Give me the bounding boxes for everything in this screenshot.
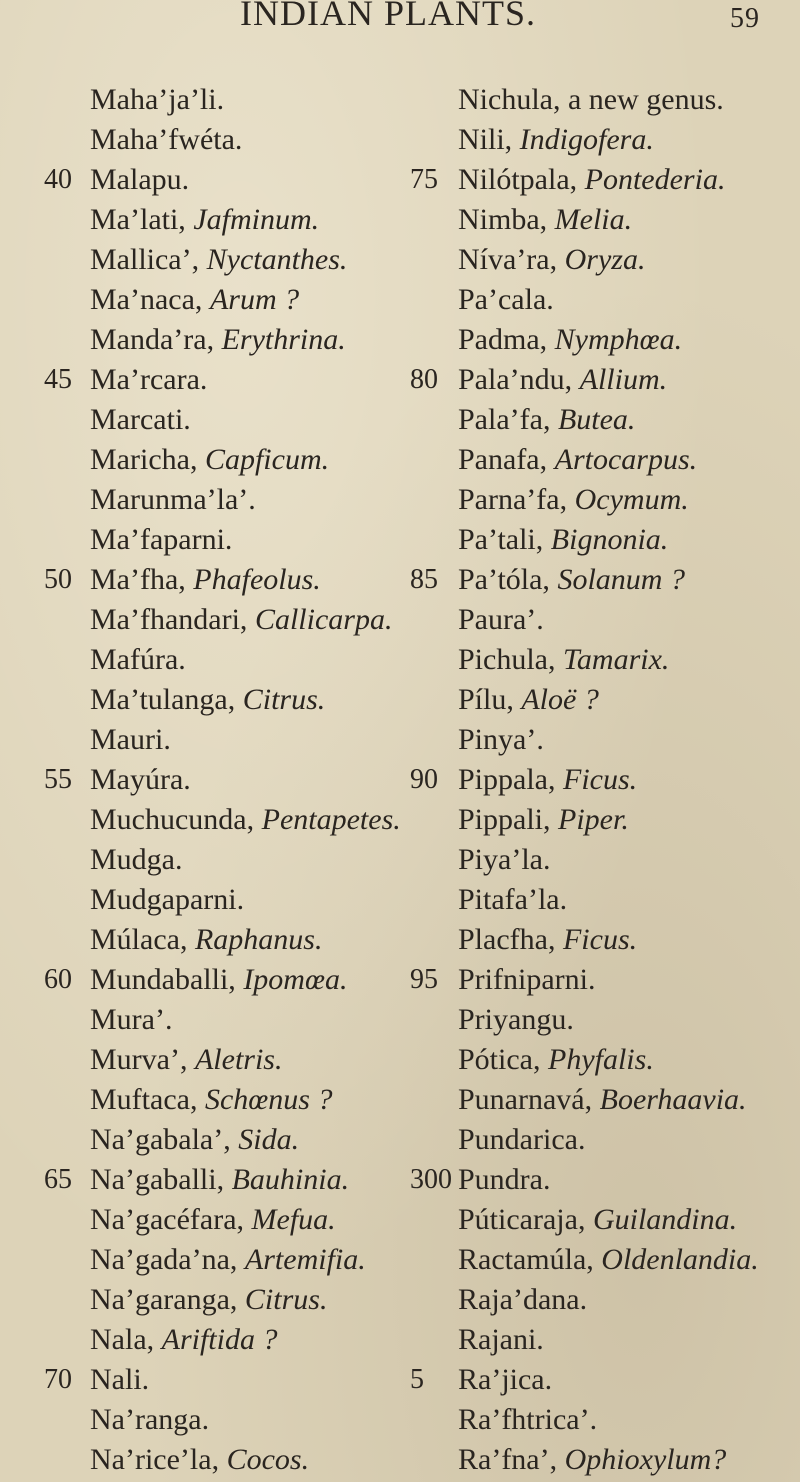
sanskrit-name: Nichula, a new genus.	[458, 83, 724, 116]
sanskrit-name: Pa’cala.	[458, 283, 554, 316]
plant-entry	[458, 1358, 552, 1402]
latin-genus: Ficus.	[562, 923, 638, 956]
line-number: 70	[44, 1364, 72, 1395]
latin-genus: Mefua.	[251, 1203, 336, 1236]
latin-genus: Solanum ?	[557, 563, 685, 596]
plant-entry	[458, 1238, 759, 1282]
sanskrit-name: Mundaballi,	[90, 963, 236, 996]
plant-entry	[90, 718, 171, 762]
plant-entry	[90, 478, 256, 522]
plant-entry	[90, 1158, 349, 1202]
sanskrit-name: Na’gabala’,	[90, 1123, 231, 1156]
sanskrit-name: Ma’rcara.	[90, 363, 208, 396]
sanskrit-name: Na’gaballi,	[90, 1163, 225, 1196]
latin-genus: Artemifia.	[244, 1243, 366, 1276]
plant-entry	[458, 598, 544, 642]
latin-genus: Jafminum.	[193, 203, 320, 236]
latin-genus: Guilandina.	[592, 1203, 738, 1236]
plant-entry	[90, 878, 244, 922]
sanskrit-name: Mudgaparni.	[90, 883, 245, 916]
latin-genus: Melia.	[554, 203, 633, 236]
plant-entry	[90, 1038, 282, 1082]
sanskrit-name: Púticaraja,	[458, 1203, 586, 1236]
sanskrit-name: Punarnavá,	[458, 1083, 593, 1116]
latin-genus: Tamarix.	[563, 643, 670, 676]
plant-entry	[90, 1398, 209, 1442]
plant-entry	[458, 758, 637, 802]
sanskrit-name: Parna’fa,	[458, 483, 568, 516]
sanskrit-name: Pichula,	[458, 643, 556, 676]
plant-entry	[458, 198, 632, 242]
plant-entry	[90, 1078, 332, 1122]
plant-entry	[458, 118, 654, 162]
sanskrit-name: Raja’dana.	[458, 1283, 588, 1316]
sanskrit-name: Mallica’,	[90, 243, 200, 276]
latin-genus: Callicarpa.	[254, 603, 393, 636]
sanskrit-name: Pippali,	[458, 803, 551, 836]
page-number: 59	[730, 3, 760, 34]
line-number: 80	[410, 364, 438, 395]
line-number: 65	[44, 1164, 72, 1195]
line-number: 60	[44, 964, 72, 995]
latin-genus: Indigofera.	[519, 123, 654, 156]
plant-entry	[90, 1198, 336, 1242]
plant-entry	[458, 238, 645, 282]
plant-entry	[90, 278, 299, 322]
sanskrit-name: Paura’.	[458, 603, 544, 636]
latin-genus: Arum ?	[209, 283, 300, 316]
latin-genus: Sida.	[238, 1123, 300, 1156]
latin-genus: Aloë ?	[521, 683, 599, 716]
sanskrit-name: Ma’lati,	[90, 203, 186, 236]
plant-entry	[90, 838, 183, 882]
sanskrit-name: Ra’fna’,	[458, 1443, 558, 1476]
plant-entry	[458, 1078, 747, 1122]
plant-entry	[90, 78, 224, 122]
plant-entry	[90, 558, 321, 602]
latin-genus: Piper.	[558, 803, 629, 836]
line-number: 95	[410, 964, 438, 995]
sanskrit-name: Na’gada’na,	[90, 1243, 238, 1276]
line-number: 45	[44, 364, 72, 395]
plant-entry	[90, 598, 392, 642]
plant-entry	[458, 998, 574, 1042]
plant-entry	[458, 878, 567, 922]
plant-entry	[458, 318, 682, 362]
plant-entry	[458, 78, 724, 122]
sanskrit-name: Maha’ja’li.	[90, 83, 225, 116]
latin-genus: Nymphœa.	[554, 323, 683, 356]
plant-entry	[90, 158, 189, 202]
sanskrit-name: Pa’tóla,	[458, 563, 550, 596]
sanskrit-name: Ma’faparni.	[90, 523, 233, 556]
line-number: 300	[410, 1164, 452, 1195]
plant-entry	[90, 678, 325, 722]
sanskrit-name: Panafa,	[458, 443, 548, 476]
plant-entry	[90, 518, 232, 562]
plant-entry	[458, 1198, 737, 1242]
plant-entry	[458, 638, 669, 682]
sanskrit-name: Mudga.	[90, 843, 183, 876]
latin-genus: Ariftida ?	[161, 1323, 278, 1356]
sanskrit-name: Pinya’.	[458, 723, 544, 756]
plant-entry	[458, 1038, 654, 1082]
plant-entry	[90, 1358, 149, 1402]
latin-genus: Oldenlandia.	[601, 1243, 759, 1276]
plant-entry	[458, 678, 599, 722]
plant-entry	[458, 1398, 597, 1442]
latin-genus: Phafeolus.	[193, 563, 321, 596]
sanskrit-name: Mura’.	[90, 1003, 173, 1036]
sanskrit-name: Ra’jica.	[458, 1363, 553, 1396]
latin-genus: Pentapetes.	[261, 803, 401, 836]
sanskrit-name: Nilótpala,	[458, 163, 578, 196]
latin-genus: Ophioxylum?	[564, 1443, 727, 1476]
plant-entry	[90, 998, 172, 1042]
line-number: 90	[410, 764, 438, 795]
sanskrit-name: Pitafa’la.	[458, 883, 568, 916]
sanskrit-name: Nili,	[458, 123, 513, 156]
sanskrit-name: Priyangu.	[458, 1003, 574, 1036]
latin-genus: Butea.	[557, 403, 636, 436]
plant-entry	[90, 958, 347, 1002]
sanskrit-name: Rajani.	[458, 1323, 544, 1356]
plant-entry	[458, 1318, 544, 1362]
plant-entry	[458, 358, 667, 402]
sanskrit-name: Pílu,	[458, 683, 514, 716]
sanskrit-name: Marcati.	[90, 403, 191, 436]
plant-entry	[90, 918, 322, 962]
running-header	[240, 0, 760, 60]
latin-genus: Ficus.	[563, 763, 638, 796]
sanskrit-name: Placfha,	[458, 923, 556, 956]
sanskrit-name: Muftaca,	[90, 1083, 198, 1116]
plant-entry	[458, 918, 637, 962]
latin-genus: Pontederia.	[584, 163, 726, 196]
sanskrit-name: Nimba,	[458, 203, 548, 236]
latin-genus: Erythrina.	[221, 323, 346, 356]
line-number: 5	[410, 1364, 424, 1395]
latin-genus: Allium.	[579, 363, 668, 396]
sanskrit-name: Mafúra.	[90, 643, 186, 676]
sanskrit-name: Ma’tulanga,	[90, 683, 236, 716]
plant-entry	[458, 558, 685, 602]
sanskrit-name: Maricha,	[90, 443, 198, 476]
sanskrit-name: Na’garanga,	[90, 1283, 238, 1316]
latin-genus: Artocarpus.	[554, 443, 698, 476]
latin-genus: Capficum.	[204, 443, 330, 476]
latin-genus: Ocymum.	[574, 483, 689, 516]
plant-entry	[90, 1238, 366, 1282]
sanskrit-name: Nala,	[90, 1323, 155, 1356]
sanskrit-name: Piya’la.	[458, 843, 551, 876]
plant-entry	[90, 398, 191, 442]
plant-entry	[90, 1318, 277, 1362]
sanskrit-name: Pundra.	[458, 1163, 551, 1196]
plant-entry	[458, 278, 554, 322]
plant-entry	[90, 798, 401, 842]
plant-entry	[458, 478, 689, 522]
sanskrit-name: Ractamúla,	[458, 1243, 594, 1276]
latin-genus: Boerhaavia.	[599, 1083, 747, 1116]
plant-entry	[90, 438, 329, 482]
latin-genus: Phyfalis.	[548, 1043, 654, 1076]
latin-genus: Cocos.	[226, 1443, 310, 1476]
sanskrit-name: Ma’naca,	[90, 283, 203, 316]
plant-entry	[90, 118, 242, 162]
plant-entry	[458, 1278, 587, 1322]
sanskrit-name: Pala’fa,	[458, 403, 551, 436]
plant-entry	[458, 158, 725, 202]
sanskrit-name: Nali.	[90, 1363, 150, 1396]
latin-genus: Oryza.	[564, 243, 646, 276]
plant-entry	[458, 1118, 585, 1162]
sanskrit-name: Pippala,	[458, 763, 556, 796]
latin-genus: Citrus.	[242, 683, 326, 716]
sanskrit-name: Níva’ra,	[458, 243, 558, 276]
plant-entry	[90, 758, 191, 802]
plant-entry	[90, 1118, 299, 1162]
sanskrit-name: Pala’ndu,	[458, 363, 573, 396]
sanskrit-name: Na’gacéfara,	[90, 1203, 245, 1236]
page-title: INDIAN PLANTS.	[240, 0, 536, 33]
line-number: 50	[44, 564, 72, 595]
plant-entry	[458, 838, 550, 882]
latin-genus: Ipomœa.	[243, 963, 348, 996]
latin-genus: Schœnus ?	[204, 1083, 333, 1116]
plant-entry	[458, 958, 595, 1002]
plant-entry	[458, 1158, 551, 1202]
line-number: 75	[410, 164, 438, 195]
sanskrit-name: Pa’tali,	[458, 523, 544, 556]
latin-genus: Bignonia.	[550, 523, 669, 556]
sanskrit-name: Na’rice’la,	[90, 1443, 220, 1476]
sanskrit-name: Prifniparni.	[458, 963, 596, 996]
latin-genus: Nyctanthes.	[206, 243, 348, 276]
plant-entry	[90, 638, 186, 682]
latin-genus: Bauhinia.	[231, 1163, 350, 1196]
plant-entry	[458, 798, 629, 842]
latin-genus: Raphanus.	[194, 923, 323, 956]
sanskrit-name: Muchucunda,	[90, 803, 255, 836]
plant-entry	[90, 318, 346, 362]
sanskrit-name: Ma’fhandari,	[90, 603, 248, 636]
sanskrit-name: Ma’fha,	[90, 563, 186, 596]
plant-entry	[90, 238, 347, 282]
latin-genus: Aletris.	[194, 1043, 283, 1076]
plant-entry	[90, 1278, 327, 1322]
sanskrit-name: Marunma’la’.	[90, 483, 256, 516]
line-number: 55	[44, 764, 72, 795]
sanskrit-name: Ra’fhtrica’.	[458, 1403, 598, 1436]
plant-entry	[458, 718, 544, 762]
plant-entry	[458, 398, 635, 442]
plant-entry	[458, 518, 668, 562]
sanskrit-name: Mauri.	[90, 723, 171, 756]
plant-entry	[458, 1438, 726, 1482]
sanskrit-name: Padma,	[458, 323, 548, 356]
latin-genus: Citrus.	[244, 1283, 328, 1316]
line-number: 85	[410, 564, 438, 595]
plant-entry	[90, 1438, 309, 1482]
sanskrit-name: Na’ranga.	[90, 1403, 210, 1436]
sanskrit-name: Pótica,	[458, 1043, 541, 1076]
sanskrit-name: Maha’fwéta.	[90, 123, 243, 156]
plant-entry	[90, 358, 207, 402]
plant-entry	[458, 438, 697, 482]
sanskrit-name: Manda’ra,	[90, 323, 215, 356]
sanskrit-name: Murva’,	[90, 1043, 188, 1076]
sanskrit-name: Pundarica.	[458, 1123, 586, 1156]
sanskrit-name: Malapu.	[90, 163, 190, 196]
sanskrit-name: Mayúra.	[90, 763, 191, 796]
line-number: 40	[44, 164, 72, 195]
plant-entry	[90, 198, 319, 242]
sanskrit-name: Múlaca,	[90, 923, 188, 956]
